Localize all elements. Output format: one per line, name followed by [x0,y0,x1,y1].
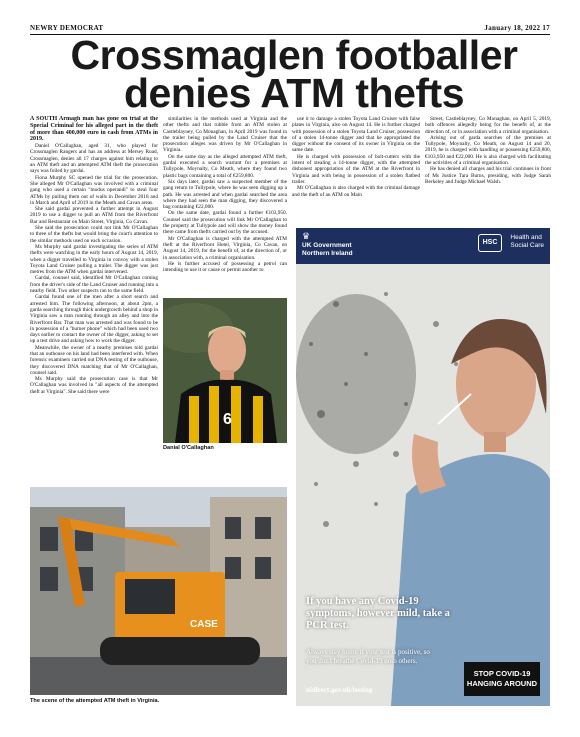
date-page: January 18, 2022 17 [484,24,550,32]
article-paragraph: Mr O'Callaghan is charged with the attempted ATM theft at the Riverfront Hotel, Virginia, Co Cavan, on August 14, 2019, for the benefit of, at the direction of, or in association with, a criminal organisation. [163,235,287,261]
article-column-4 [425,116,551,226]
article-paragraph: She said the prosecution could not link Mr O'Callaghan to three of the thefts but would bring the court's attention to the similar methods used on each occasion. [30,225,158,244]
article-paragraph: similarities in the methods used at Virginia and the other thefts and that rubble from an ATM stolen at Castleblayney, Co Monaghan, in April 2019 was found in the trailer being pulled by the Land Cruiser that the prosecution alleges was driven by Mr O'Callaghan in Virginia. [163,116,287,154]
stop-covid-badge [464,662,540,696]
article-paragraph: Fiona Murphy SC opened the trial for the prosecution. She alleged Mr O'Callaghan was involved with a criminal gang who used a certain "modus operandi" to steal four ATMs by pulling them out of walls in December 2018 and in March and April of 2019 in the Meath and Cavan areas. [30,174,158,206]
article-paragraph: Gardai, counsel said, identified Mr O'Callaghan coming from the driver's side of the Land Cruiser and running into a nearby field. Two other suspects ran to the same field. [30,275,158,295]
article-column-2 [163,116,287,296]
shirt-number: 6 [223,411,232,428]
article-paragraph: Gardai found one of the men after a short search and arrested him. The following afternoon, at about 2pm, a garda searching through thick undergrowth behind a shop in Virginia saw a man running through an alley and into the Riverfront Bar. That man was arrested and was found to be in possession of a "burner phone" which had been used two days earlier to contact the owner of the digger, asking to set up a test drive and asking how to work the digger. [30,294,158,345]
atm-scene-photo [30,487,287,695]
article-paragraph: Street, Castleblayney, Co Monaghan, on April 5, 2019, both offences allegedly being for the benefit of, at the direction of, or in association with a criminal organisation. [425,116,551,135]
gov-line-1: UK Government [302,242,352,249]
photo2-caption: The scene of the attempted ATM theft in Virginia. [30,698,160,704]
article-paragraph: He has denied all charges and his trial continues in front of Ms Justice Tara Burns, presiding, with Judge Sarah Berkeley and Judge Michael Walsh. [425,166,551,185]
article-paragraph: use it to damage a stolen Toyota Land Cruiser with false plates in Virginia, also on August 14. He is further charged with possession of a stolen Toyota Land Cruiser, possession of a stolen 14-tonne digger and that he appropriated the digger without the consent of its owner in Virginia on the same date. [292,116,420,154]
crown-icon: ♛ [302,231,311,241]
vehicle-brand-text: CASE [190,619,218,630]
article-paragraph: Ms Murphy said the prosecution case is that Mr O'Callaghan was involved in "all aspects of the attempted theft at Virginia". She said there were [30,376,158,395]
hsc-line-2: Social Care [510,242,544,249]
article-column-1 [30,116,158,480]
article-paragraph: On the same date, gardai found a further €103,950. Counsel said the prosecution will link Mr O'Callaghan to the property at Tullypole and will show the money found there came from thefts carried out by the accused. [163,210,287,236]
article-column-3 [292,116,420,226]
advert-header-bar [296,228,550,264]
advert-body: Always stay home if your test is positive, so you don't breathe Covid-19 onto others. [306,648,430,665]
advert-headline: If you have any Covid-19 symptoms, however mild, take a PCR test. [306,596,450,631]
badge-line-2: HANGING AROUND [466,679,538,688]
article-paragraph: On the same day as the alleged attempted ATM theft, gardai executed a search warrant for a premises at Tullypole, Moynalty, Co Meath, where they found two plastic bags containing a total of €259,800. [163,153,287,179]
woman-swab-illustration [296,264,550,706]
article-paragraph: She said gardai prevented a further attempt in August 2019 to use a digger to pull an ATM from the Riverfront Bar and Restaurant on Main Street, Virginia, Co Cavan. [30,206,158,225]
article-paragraph: A SOUTH Armagh man has gone on trial at the Special Criminal for his alleged part in the theft of more than 400,000 euro in cash from ATMs in 2019. [30,116,158,143]
paper-name: NEWRY DEMOCRAT [30,24,104,32]
gov-line-2: Northern Ireland [302,250,353,257]
photo1-caption: Danial O'Callaghan [163,445,214,451]
article-paragraph: Six days later, gardai saw a suspected member of the gang return to Tullypole, where he was seen digging up a path. He was arrested and when gardai searched the area where they had seen the man digging, they discovered a bag containing €22,000. [163,178,287,211]
article-paragraph: Meanwhile, the owner of a nearby premises told gardai that an outhouse on his land had been interfered with. When forensic examiners carried out DNA testing of the outhouse, they discovered DNA matching that of Mr O'Callaghan, counsel said. [30,344,158,376]
covid-advert [296,228,550,706]
article-paragraph: Mr O'Callaghan is also charged with the criminal damage and the theft of an ATM on Main [292,185,420,198]
article-paragraph: Ms Murphy said gardai investigating the series of ATM thefts were watching in the early hours of August 14, 2019, when a digger travelled to Virginia in convoy with a stolen Toyota Land Cruiser pulling a trailer. The digger was just metres from the ATM when gardai intervened. [30,243,158,276]
article-paragraph: He is further accused of possessing a petrol can intending to use it or cause or permit another to [163,260,287,274]
hsc-logo: HSC [478,234,502,252]
digger-scene-illustration [30,487,287,695]
footballer-illustration [163,298,287,443]
hsc-line-1: Health and [510,234,542,241]
advert-url[interactable]: nidirect.gov.uk/testing [306,686,373,694]
footballer-photo [163,298,287,443]
article-paragraph: He is charged with possession of bolt-cutters with the intent of stealing a 14-tonne digger, with the attempted dishonest appropriation of the ATM at the Riverfront in Virginia and with being in possession of a stolen flatbed trailer. [292,153,420,185]
article-paragraph: Daniel O'Callaghan, aged 31, who played for Crossmaglen Rangers and has an address at Mersey Road, Crossmaglen, denies all 17 charges against him relating to an ATM theft and an attempted ATM theft the prosecution says was foiled by gardai. [30,143,158,175]
article-paragraph: Arising out of garda searches of the premises at Tullypole, Moynalty, Co Meath, on August 14 and 20, 2019, he is charged with handling or possessing €259,800, €103,950 and €22,000. He is also charged with facilitating the activities of a criminal organisation. [425,134,551,167]
headline: Crossmaglen footballer denies ATM thefts [70,32,518,116]
badge-line-1: STOP COVID-19 [473,669,531,678]
